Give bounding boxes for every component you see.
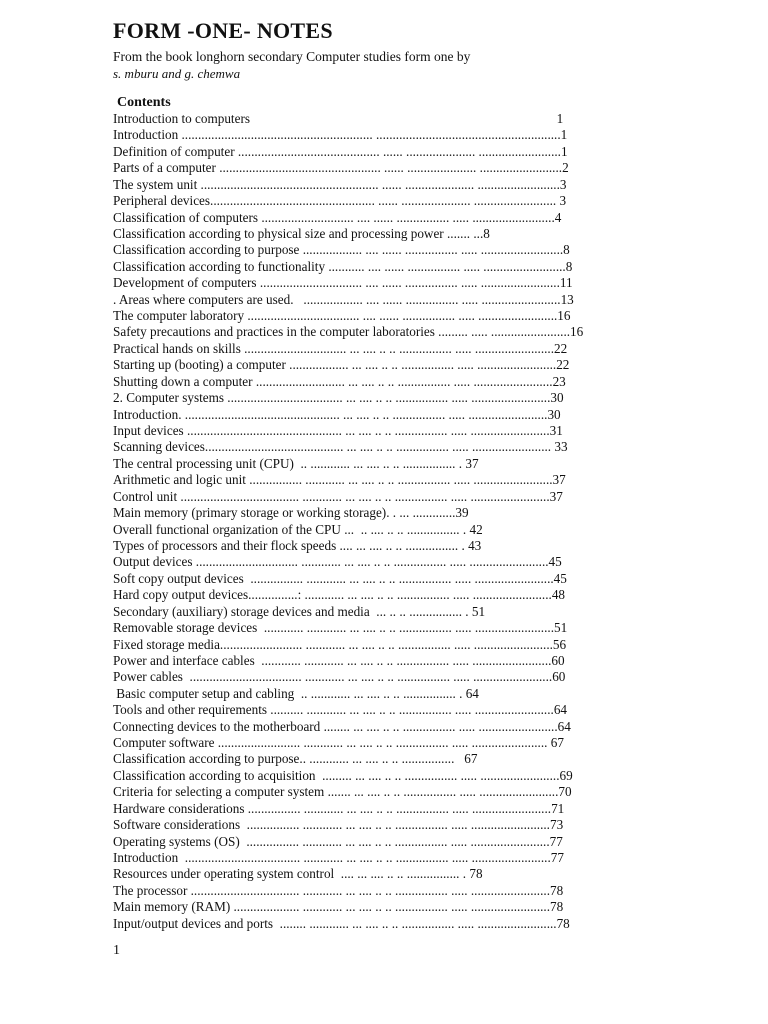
toc-entry: The processor ................................. ............ ... .... .. .. ................ ..... ........................78 <box>113 882 564 898</box>
toc-entry: Classification according to functionality ........... .... ...... ................ ..... .........................8 <box>113 258 573 274</box>
toc-entry: Connecting devices to the motherboard ........ ... .... .. .. ................ ..... ........................64 <box>113 718 571 734</box>
toc-entry: Secondary (auxiliary) storage devices and media ... .. .. ................ . 51 <box>113 603 486 619</box>
toc-entry: Introduction .......................................................... ........................................................1 <box>113 127 568 143</box>
toc-entry: Starting up (booting) a computer .................. ... .... .. .. ................ ..... ........................22 <box>113 357 570 373</box>
toc-entry: Resources under operating system control .... ... .... .. .. ................ . 78 <box>113 866 483 882</box>
toc-entry: Hardware considerations ................ ............ ... .... .. .. ................ ..... ........................71 <box>113 800 565 816</box>
toc-entry: Removable storage devices ............ ............ ... .... .. .. ................ ..... ........................51 <box>113 620 568 636</box>
toc-entry: Introduction ................................... ............ ... .... .. .. ................ ..... ........................77 <box>113 849 564 865</box>
toc-entry: Tools and other requirements .......... ............ ... .... .. .. ................ ..... ........................64 <box>113 702 568 718</box>
toc-entry: Fixed storage media......................... ............ ... .... .. .. ................ ..... ........................56 <box>113 636 567 652</box>
toc-entry: Input devices ............................................... ... .... .. .. ................ ..... ........................31 <box>113 423 563 439</box>
toc-entry: Hard copy output devices...............: ............ ... .... .. .. ................ ..... ........................48 <box>113 587 566 603</box>
toc-entry: Parts of a computer ................................................. ...... ..................... .........................2 <box>113 160 569 176</box>
toc-entry: Power and interface cables ............ ............ ... .... .. .. ................ ..... ........................60 <box>113 652 565 668</box>
toc-entry: Basic computer setup and cabling .. ............ ... .... .. .. ................ . 64 <box>113 685 479 701</box>
toc-entry: . Areas where computers are used. .................. .... ...... ................ ..... ........................13 <box>113 291 574 307</box>
toc-entry: Output devices ............................... ............ ... .... .. .. ................ ..... ........................45 <box>113 554 562 570</box>
document-subtitle: From the book longhorn secondary Computer studies form one by <box>113 49 471 64</box>
toc-entry: Power cables .................................. ............ ... .... .. .. ................ ..... ........................60 <box>113 669 566 685</box>
toc-entry: The system unit ...................................................... ...... ..................... .........................3 <box>113 176 567 192</box>
toc-entry: Soft copy output devices ................ ............ ... .... .. .. ................ ..... ........................45 <box>113 570 567 586</box>
toc-entry: Types of processors and their flock speeds .... ... .... .. .. ................ . 43 <box>113 537 482 553</box>
toc-entry: Definition of computer ........................................... ...... ..................... .........................1 <box>113 143 568 159</box>
toc-entry: Practical hands on skills ............................... ... .... .. .. ................ ..... ........................22 <box>113 340 568 356</box>
document-title: FORM -ONE- NOTES <box>113 18 333 43</box>
toc-entry: 2. Computer systems ................................... ... .... .. .. ................ ..... ........................30 <box>113 390 564 406</box>
document-page <box>113 18 618 932</box>
toc-entry: Criteria for selecting a computer system ....... ... .... .. .. ................ ..... ........................70 <box>113 784 572 800</box>
toc-entry: Safety precautions and practices in the computer laboratories ......... ..... ........................16 <box>113 324 584 340</box>
toc-entry: Classification according to acquisition ......... ... .... .. .. ................ ..... ........................69 <box>113 767 573 783</box>
toc-entry: Overall functional organization of the CPU ... .. .... .. .. ................ . 42 <box>113 521 483 537</box>
toc-entry: Classification according to purpose.. ............ ... .... .. .. ................ 67 <box>113 751 478 767</box>
document-authors: s. mburu and g. chemwa <box>113 66 241 81</box>
toc-entry: Classification according to physical size and processing power ....... ...8 <box>113 225 490 241</box>
toc-entry: Scanning devices.......................................... ... .... .. .. ................ ..... ........................ 33 <box>113 439 568 455</box>
toc-entry: Operating systems (OS) ................ ............ ... .... .. .. ................ ..... ........................77 <box>113 833 563 849</box>
table-of-contents <box>113 111 618 932</box>
toc-entry: Main memory (primary storage or working storage). . ... .............39 <box>113 505 469 521</box>
toc-entry: Main memory (RAM) .................... ............ ... .... .. .. ................ ..... ........................78 <box>113 899 564 915</box>
toc-entry: Shutting down a computer ........................... ... .... .. .. ................ ..... ........................23 <box>113 373 566 389</box>
toc-entry: Introduction to computers 1 <box>113 111 564 126</box>
toc-entry: Peripheral devices.................................................. ...... ..................... ......................... 3 <box>113 193 567 209</box>
toc-entry: Development of computers ............................... .... ...... ................ ..... ........................11 <box>113 275 573 291</box>
toc-entry: Classification of computers ............................ .... ...... ................ ..... .........................4 <box>113 209 562 225</box>
contents-heading: Contents <box>117 95 171 110</box>
toc-entry: The computer laboratory .................................. .... ...... ................ ..... ........................16 <box>113 308 571 324</box>
toc-entry: Software considerations ................ ............ ... .... .. .. ................ ..... ........................73 <box>113 817 564 833</box>
toc-entry: Introduction. ............................................... ... .... .. .. ................ ..... ........................30 <box>113 406 561 422</box>
toc-entry: Computer software ......................... ............ ... .... .. .. ................ ..... ....................... 67 <box>113 735 564 751</box>
toc-entry: Arithmetic and logic unit ................ ............ ... .... .. .. ................ ..... ........................37 <box>113 472 566 488</box>
toc-entry: The central processing unit (CPU) .. ............ ... .... .. .. ................ . 37 <box>113 455 479 471</box>
toc-entry: Control unit .................................... ............ ... .... .. .. ................ ..... ........................37 <box>113 488 563 504</box>
toc-entry: Input/output devices and ports ........ ............ ... .... .. .. ................ ..... ........................78 <box>113 915 570 931</box>
page-number: 1 <box>113 943 120 958</box>
toc-entry: Classification according to purpose .................. .... ...... ................ ..... .........................8 <box>113 242 570 258</box>
